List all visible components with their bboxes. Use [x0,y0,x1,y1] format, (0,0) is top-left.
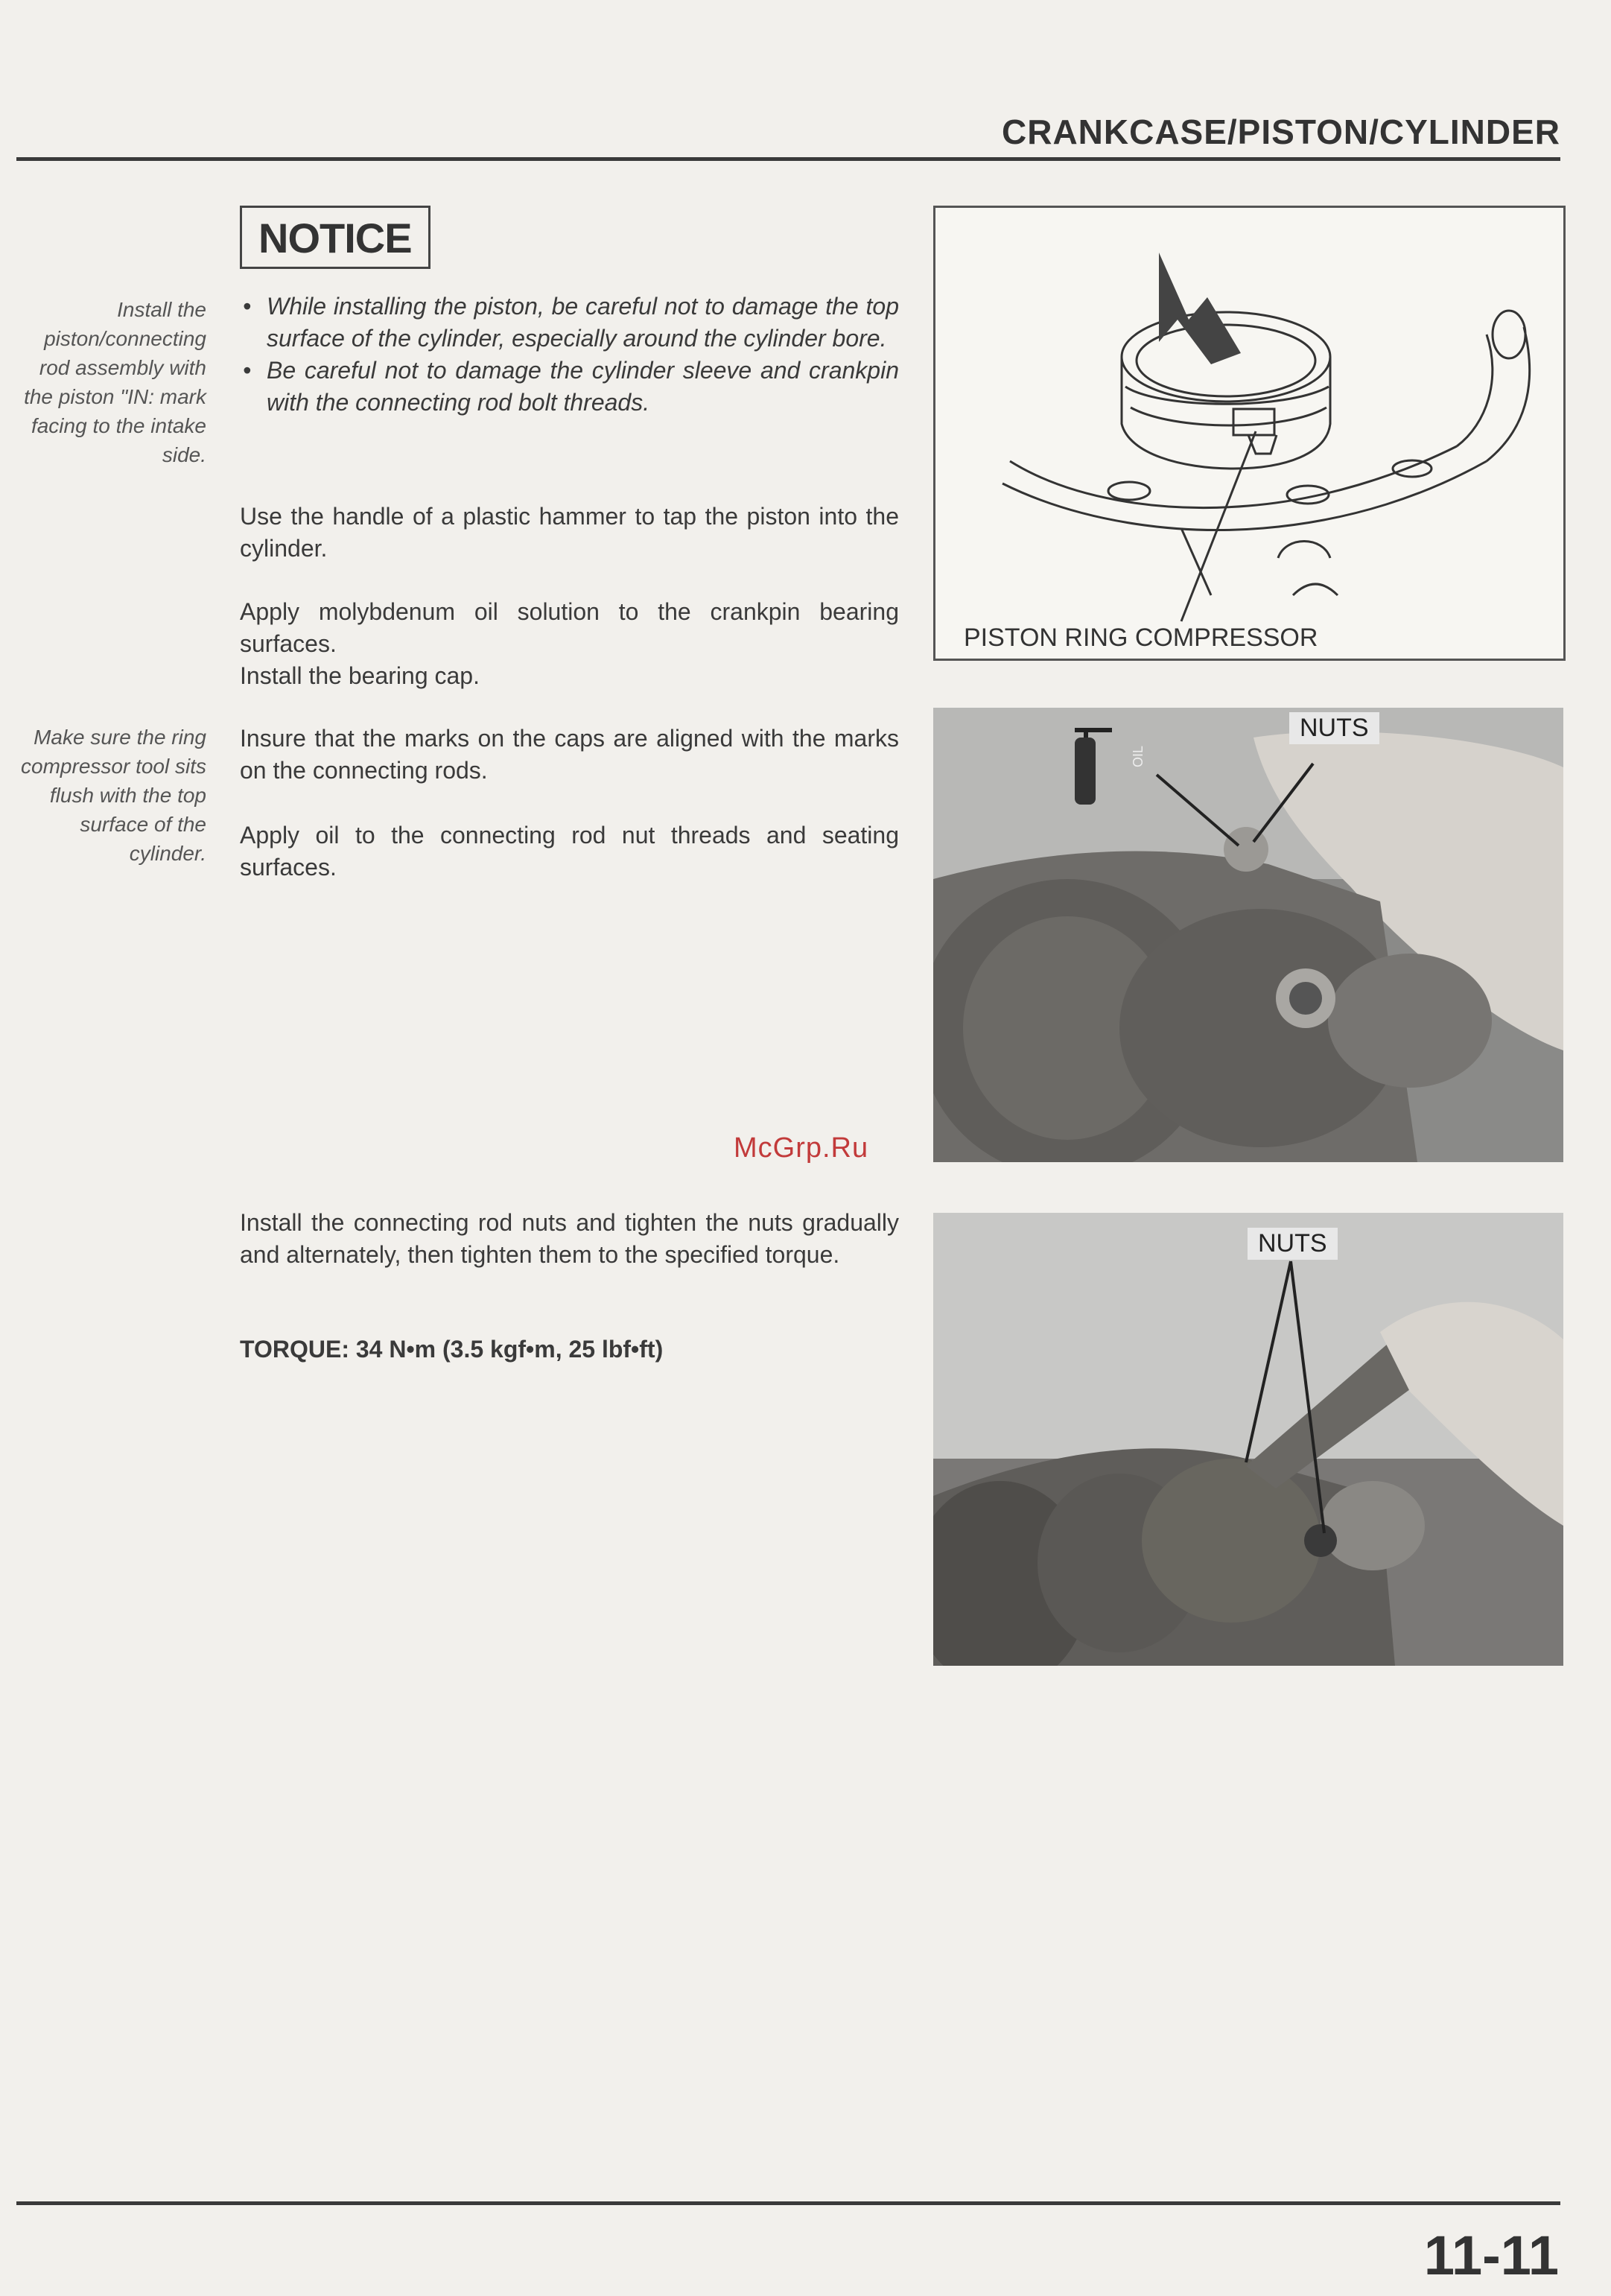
notice-bullets [240,291,899,419]
torque-spec: TORQUE: 34 N•m (3.5 kgf•m, 25 lbf•ft) [240,1336,664,1363]
page-number: 11-11 [1423,2224,1559,2286]
notice-bullet-2: • Be careful not to damage the cylinder sleeve and crankpin with the connecting rod bolt threads. [240,355,899,419]
instruction-tighten-nuts: Install the connecting rod nuts and tighten the nuts gradually and alternately, then tighten them to the specified torque. [240,1209,899,1268]
header-rule [16,157,1560,161]
photo-oiling-nuts-illustration [933,708,1563,1162]
instruction-oil-bearing [240,596,899,692]
photo-torque-nuts-illustration [933,1213,1563,1666]
side-note-ring-compressor: Make sure the ring compressor tool sits flush with the top surface of the cylinder. [21,726,206,865]
instruction-bearing-cap: Install the bearing cap. [240,662,480,689]
nuts-callout-bottom: NUTS [1248,1228,1338,1260]
footer-rule [16,2201,1560,2205]
instruction-oil-nuts: Apply oil to the connecting rod nut threads and seating surfaces. [240,822,899,881]
piston-ring-compressor-figure [933,206,1566,661]
nuts-callout-top: NUTS [1289,712,1379,744]
section-title: CRANKCASE/PISTON/CYLINDER [1002,112,1560,151]
instruction-align-marks: Insure that the marks on the caps are aligned with the marks on the connecting rods. [240,725,899,784]
side-note-install-piston: Install the piston/connecting rod assembly with the piston "IN: mark facing to the intake side. [24,298,206,466]
oil-tag-label: OIL [1131,745,1146,768]
instruction-tap-piston: Use the handle of a plastic hammer to tap the piston into the cylinder. [240,503,899,562]
watermark: McGrp.Ru [734,1132,869,1164]
photo-oiling-nuts [933,708,1563,1162]
notice-label: NOTICE [240,206,430,269]
photo-torque-nuts [933,1213,1563,1666]
notice-bullet-1: • While installing the piston, be careful not to damage the top surface of the cylinder, especially around the cylinder bore. [240,291,899,355]
piston-ring-compressor-label: PISTON RING COMPRESSOR [964,624,1318,652]
piston-drawing [935,208,1563,659]
instruction-moly-oil: Apply molybdenum oil solution to the crankpin bearing surfaces. [240,598,899,657]
